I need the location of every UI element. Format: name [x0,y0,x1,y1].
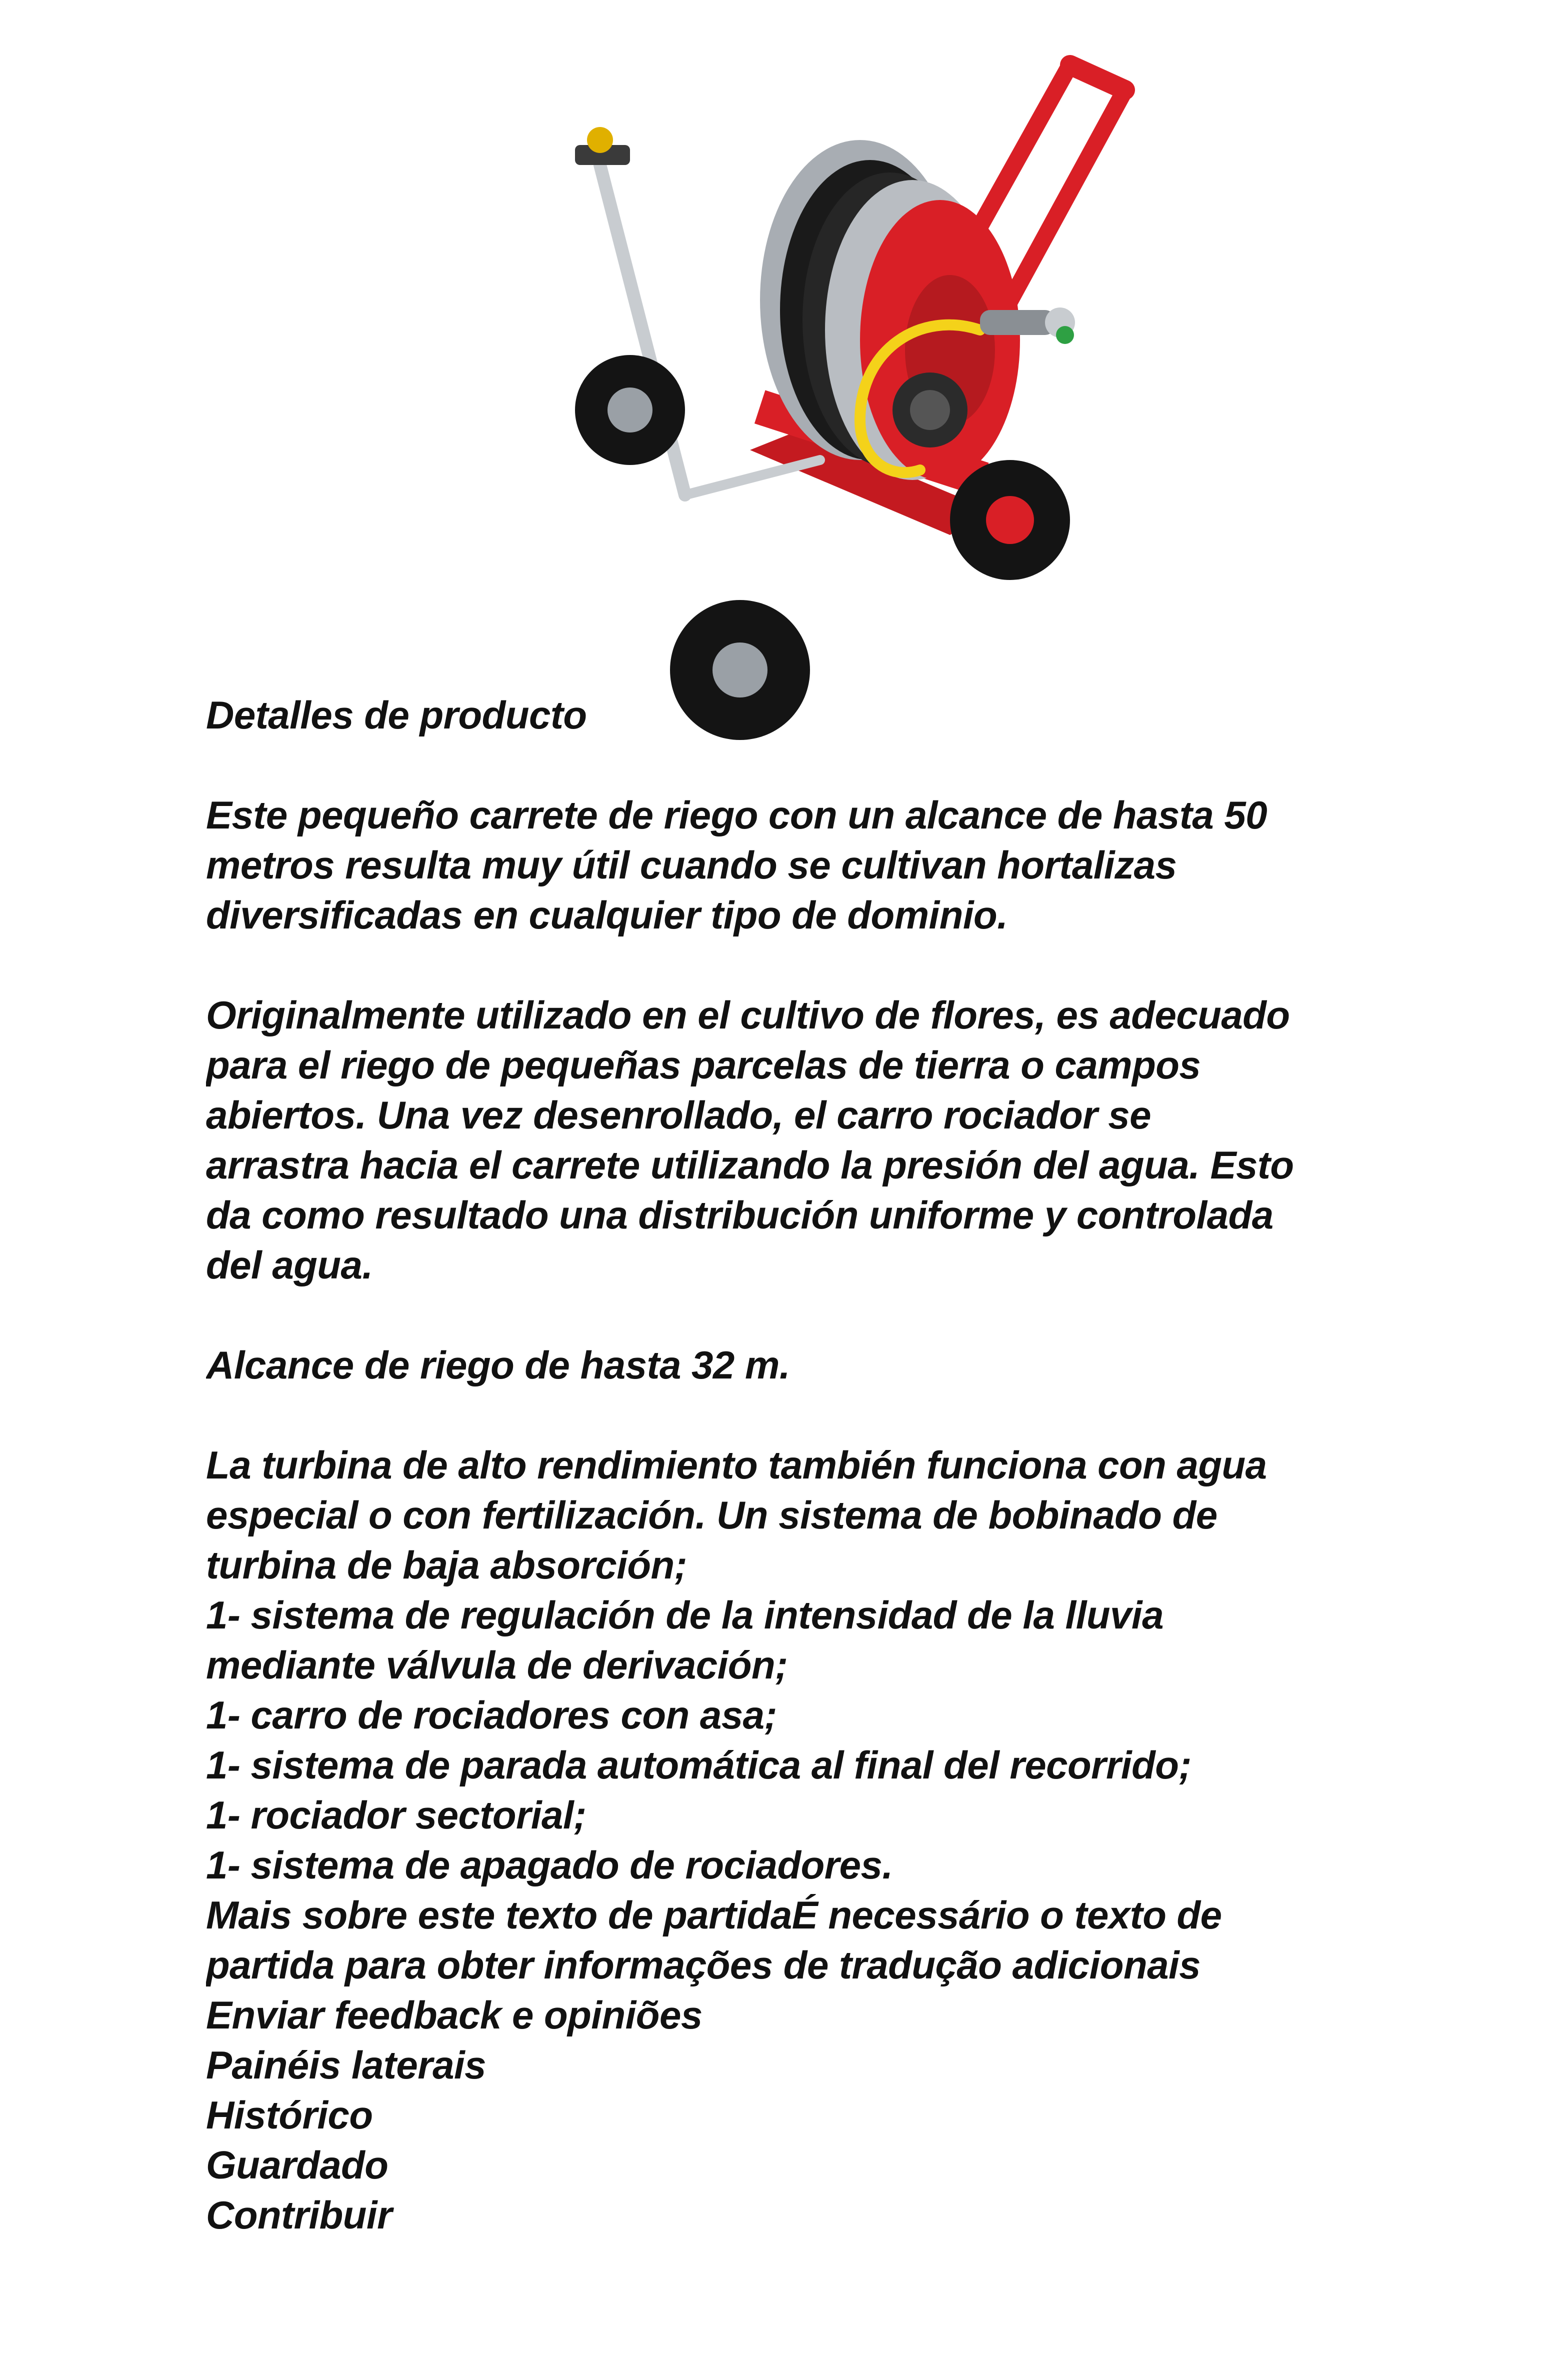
features-list [206,1440,1406,1890]
list-item: 1- sistema de regulación de la intensidad de la lluvia [206,1593,1164,1637]
side-panels-link[interactable]: Painéis laterais [206,2043,486,2087]
contribute-link[interactable]: Contribuir [206,2193,392,2237]
text-line: mediante válvula de derivación; [206,1643,788,1687]
product-heading: Detalles de producto [206,693,587,737]
list-item: 1- rociador sectorial; [206,1793,586,1837]
text-line: Este pequeño carrete de riego con un alcance de hasta 50 [206,793,1268,837]
reach-text: Alcance de riego de hasta 32 m. [206,1343,790,1387]
wheel-rear [950,460,1070,580]
text-line: abiertos. Una vez desenrollado, el carro rociador se [206,1093,1152,1137]
text-line: arrastra hacia el carrete utilizando la presión del agua. Esto [206,1143,1294,1187]
list-item: 1- carro de rociadores con asa; [206,1693,777,1737]
send-feedback-link[interactable]: Enviar feedback e opiniões [206,1993,702,2037]
description-paragraph-1 [206,790,1406,940]
footer-links [206,1890,1406,2240]
text-line: para el riego de pequeñas parcelas de tierra o campos [206,1043,1201,1087]
list-item: 1- sistema de parada automática al final del recorrido; [206,1743,1192,1787]
text-line: del agua. [206,1243,373,1287]
source-text-note: partida para obter informações de tradução adicionais [206,1943,1201,1987]
product-image [540,30,1260,780]
text-line: metros resulta muy útil cuando se cultivan hortalizas [206,843,1177,887]
text-line: especial o con fertilización. Un sistema de bobinado de [206,1493,1218,1537]
history-link[interactable]: Histórico [206,2093,373,2137]
product-description [206,690,1406,2240]
source-text-note: Mais sobre este texto de partidaÉ necessário o texto de [206,1893,1222,1937]
text-line: Originalmente utilizado en el cultivo de flores, es adecuado [206,993,1290,1037]
text-line: da como resultado una distribución uniforme y controlada [206,1193,1274,1237]
text-line: La turbina de alto rendimiento también funciona con agua [206,1443,1267,1487]
text-line: turbina de baja absorción; [206,1543,688,1587]
list-item: 1- sistema de apagado de rociadores. [206,1843,893,1887]
text-line: diversificadas en cualquier tipo de dominio. [206,893,1008,937]
saved-link[interactable]: Guardado [206,2143,388,2187]
description-paragraph-2 [206,990,1406,1290]
wheel-front-left [575,355,685,465]
